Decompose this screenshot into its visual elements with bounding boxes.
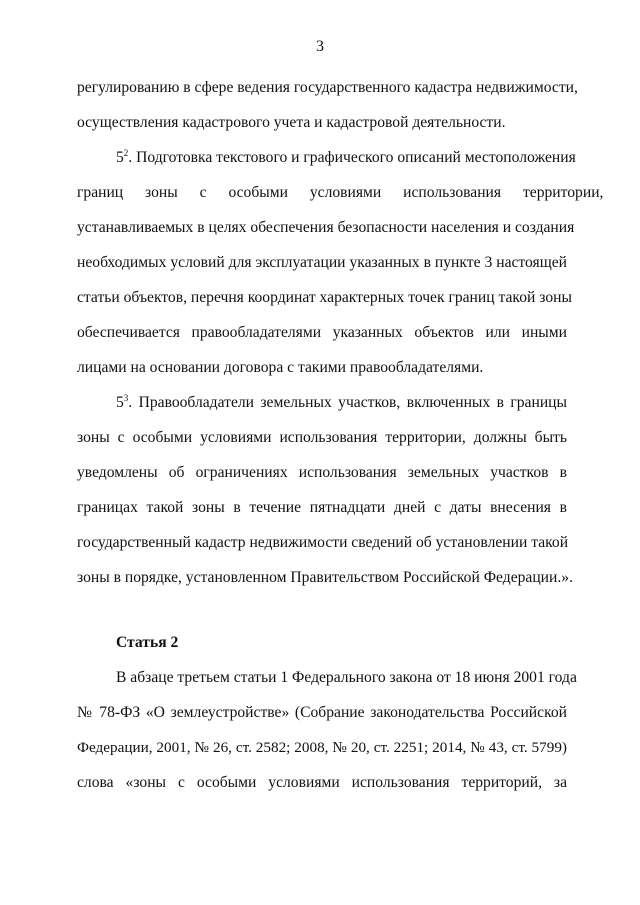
paragraph-5-2-first-line [116, 148, 576, 168]
paragraph-text: . Правообладатели земельных участков, включенных в границы [128, 394, 567, 411]
paragraph-number: 5 [116, 394, 124, 411]
article-heading: Статья 2 [116, 634, 179, 651]
text-line: осуществления кадастрового учета и кадастровой деятельности. [77, 114, 506, 131]
text-line: зоны в порядке, установленном Правительством Российской Федерации.». [77, 569, 573, 586]
paragraph-superscript: 2 [123, 148, 129, 158]
text-line: слова «зоны с особыми условиями использования территорий, за [77, 774, 567, 791]
text-line: границах такой зоны в течение пятнадцати дней с даты внесения в [77, 499, 567, 516]
text-line: В абзаце третьем статьи 1 Федерального закона от 18 июня 2001 года [116, 669, 577, 686]
text-line: № 78-ФЗ «О землеустройстве» (Собрание законодательства Российской [77, 704, 567, 721]
paragraph-number: 5 [116, 149, 124, 166]
text-line: обеспечивается правообладателями указанных объектов или иными [77, 324, 567, 341]
text-line: государственный кадастр недвижимости сведений об установлении такой [77, 534, 569, 551]
text-line: Федерации, 2001, № 26, ст. 2582; 2008, № 20, ст. 2251; 2014, № 43, ст. 5799) [77, 739, 567, 756]
paragraph-superscript: 3 [123, 393, 129, 403]
paragraph-text: . Подготовка текстового и графического описаний местоположения [128, 149, 576, 166]
text-line: зоны с особыми условиями использования территории, должны быть [77, 429, 567, 446]
text-line: уведомлены об ограничениях использования земельных участков в [77, 464, 567, 481]
text-line: лицами на основании договора с такими правообладателями. [77, 359, 484, 376]
text-line: регулированию в сфере ведения государственного кадастра недвижимости, [77, 79, 578, 96]
text-line: необходимых условий для эксплуатации указанных в пункте 3 настоящей [77, 254, 567, 271]
text-line: статьи объектов, перечня координат характерных точек границ такой зоны [77, 289, 572, 306]
text-line: устанавливаемых в целях обеспечения безопасности населения и создания [77, 219, 575, 236]
text-line: границ зоны с особыми условиями использования территории, [77, 184, 604, 201]
paragraph-5-3-first-line [116, 393, 567, 413]
page-number: 3 [316, 38, 324, 55]
